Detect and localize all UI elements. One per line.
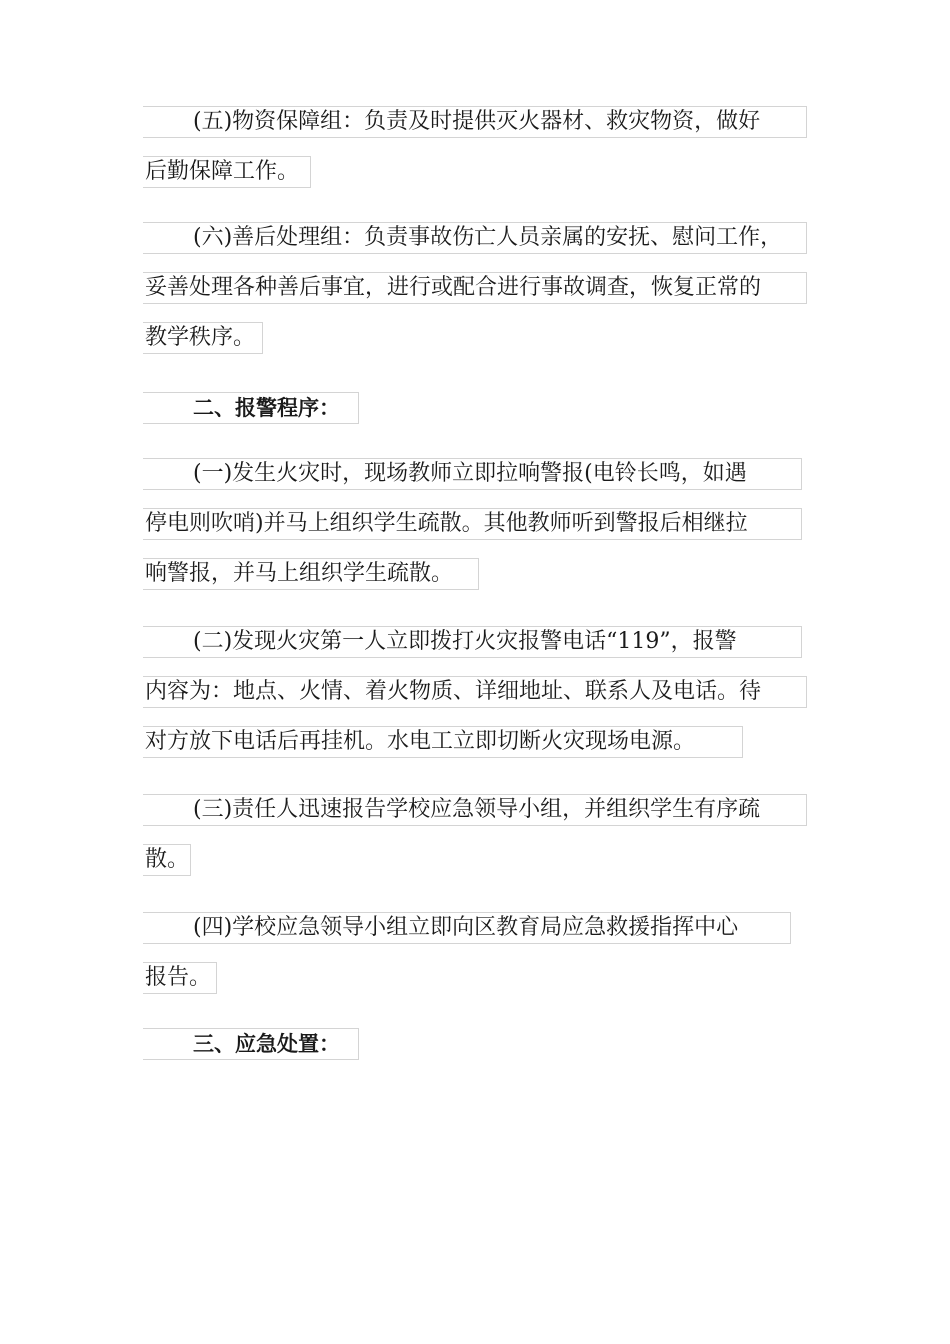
section-2-item-3-line-1: (三)责任人迅速报告学校应急领导小组，并组织学生有序疏	[143, 794, 807, 826]
section-2-item-4-line-2: 报告。	[143, 962, 217, 994]
section-2-item-1-line-1: (一)发生火灾时，现场教师立即拉响警报(电铃长鸣，如遇	[143, 458, 802, 490]
section-3-heading: 三、应急处置：	[143, 1028, 359, 1060]
section-1-item-5-line-1: (五)物资保障组：负责及时提供灭火器材、救灾物资，做好	[143, 106, 807, 138]
section-2-item-1-line-2: 停电则吹哨)并马上组织学生疏散。其他教师听到警报后相继拉	[143, 508, 802, 540]
section-1-item-6-line-3: 教学秩序。	[143, 322, 263, 354]
section-1-item-6-line-2: 妥善处理各种善后事宜，进行或配合进行事故调查，恢复正常的	[143, 272, 807, 304]
section-1-item-6-line-1: (六)善后处理组：负责事故伤亡人员亲属的安抚、慰问工作，	[143, 222, 807, 254]
section-1-item-5-line-2: 后勤保障工作。	[143, 156, 311, 188]
section-2-heading: 二、报警程序：	[143, 392, 359, 424]
section-2-item-2-line-2: 内容为：地点、火情、着火物质、详细地址、联系人及电话。待	[143, 676, 807, 708]
section-2-item-4-line-1: (四)学校应急领导小组立即向区教育局应急救援指挥中心	[143, 912, 791, 944]
section-2-item-2-line-3: 对方放下电话后再挂机。水电工立即切断火灾现场电源。	[143, 726, 743, 758]
section-2-item-2-line-1: (二)发现火灾第一人立即拨打火灾报警电话“119”，报警	[143, 626, 802, 658]
section-2-item-3-line-2: 散。	[143, 844, 191, 876]
section-2-item-1-line-3: 响警报，并马上组织学生疏散。	[143, 558, 479, 590]
